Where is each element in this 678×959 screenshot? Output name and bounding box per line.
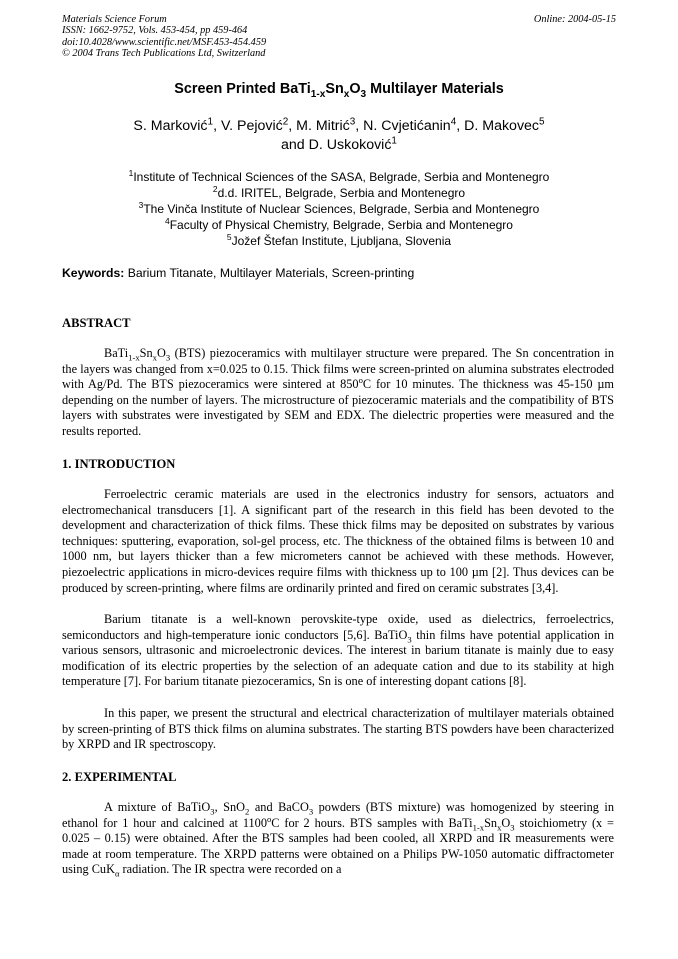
introduction-paragraph-1: Ferroelectric ceramic materials are used in the electronics industry for sensors, actuators and electromechanical transducers [1]. A significant part of the research in this field has been devoted to the development and characterization of thick films. These thick films may be deposited on substrates by various techniques: sputtering, evaporation, sol-gel process, etc. The thickness of the obtained films is between 10 and 1000 nm, but layers thicker than a few micrometers cannot be achieved with these methods. However, piezoelectric applications in micro-devices require films with thickness up to 100 µm [2]. Thus devices can be produced by screen-printing, where films are ordinarily printed and fired on ceramic substrates [3,4]. xyxy=(62,487,614,595)
author-affiliation-mark: 4 xyxy=(450,116,457,128)
introduction-paragraph-2: Barium titanate is a well-known perovskite-type oxide, used as dielectrics, ferroelectrics, semiconductors and high-temperature ionic conductors [5,6]. BaTiO$_3$ thin films have potential application in various sensors, ultrasonic and microelectronic devices. The interest in barium titanate is mainly due to easy modification of its electric properties by the selection of an adequate cation and due to its stability at high temperature [7]. For barium titanate piezoceramics, Sn is one of interesting dopant cations [8]. xyxy=(62,612,614,689)
author-affiliation-mark: 2 xyxy=(282,116,289,128)
keywords-label: Keywords: xyxy=(62,266,125,280)
author-affiliation-mark: 1 xyxy=(391,134,397,146)
online-date: Online: 2004-05-15 xyxy=(533,14,616,25)
keywords-text: Barium Titanate, Multilayer Materials, Screen-printing xyxy=(124,266,415,280)
affiliation-item: $^1$Institute of Technical Sciences of the SASA, Belgrade, Serbia and Montenegro xyxy=(128,168,550,184)
author-list xyxy=(62,117,616,154)
affiliation-item: $^5$Jožef Štefan Institute, Ljubljana, Slovenia xyxy=(226,232,452,249)
journal-name: Materials Science Forum xyxy=(62,14,167,25)
affiliation-item: $^4$Faculty of Physical Chemistry, Belgrade, Serbia and Montenegro xyxy=(165,216,513,233)
experimental-heading: 2. EXPERIMENTAL xyxy=(62,770,177,784)
experimental-paragraph: A mixture of BaTiO$_3$, SnO$_2$ and BaCO$_3$ powders (BTS mixture) was homogenized by steering in ethanol for 1 hour and calcined at 1100$^o$C for 2 hours. BTS samples with $BaTi_{1-x}Sn_xO_3$ stoichiometry (x = 0.025 – 0.15) were obtained. After the BTS samples had been cooled, all XRPD and IR measurements were made at room temperature. The XRPD patterns were obtained on a Philips PW-1050 automatic diffractometer using CuK$_\alpha$ radiation. The IR spectra were recorded on a xyxy=(62,800,614,879)
author-affiliation-mark: 5 xyxy=(539,116,545,128)
abstract-heading: ABSTRACT xyxy=(62,316,131,330)
paper-title: Screen Printed $BaTi_{1-x}Sn_xO_3$ Multilayer Materials xyxy=(174,81,504,100)
abstract-paragraph: $BaTi_{1-x}Sn_xO_3$ (BTS) piezoceramics with multilayer structure were prepared. The Sn concentration in the layers was changed from x=0.025 to 0.15. Thick films were screen-printed on alumina substrates electroded with Ag/Pd. The BTS piezoceramics were sintered at 850$^o$C for 10 minutes. The thickness was 45-150 µm depending on the number of layers. The microstructure of piezoceramic materials and the compatibility of BTS layers with substrates were investigated by SEM and EDX. The dielectric properties were measured and the results reported. xyxy=(62,346,614,438)
affiliation-list xyxy=(62,169,616,249)
author-affiliation-mark: 1 xyxy=(207,116,214,128)
issn-line: ISSN: 1662-9752, Vols. 453-454, pp 459-464 xyxy=(62,25,248,37)
author-name: S. Marković xyxy=(133,118,208,134)
author-name: N. Cvjetićanin xyxy=(363,118,451,134)
doi-line[interactable]: doi:10.4028/www.scientific.net/MSF.453-454.459 xyxy=(62,36,267,48)
affiliation-item: $^3$The Vinča Institute of Nuclear Sciences, Belgrade, Serbia and Montenegro xyxy=(138,200,540,217)
copyright-line: © 2004 Trans Tech Publications Ltd, Switzerland xyxy=(62,48,266,60)
author-name: M. Mitrić xyxy=(296,118,350,134)
author-name: D. Makovec xyxy=(464,118,540,134)
journal-header xyxy=(62,14,616,60)
introduction-paragraph-3: In this paper, we present the structural and electrical characterization of multilayer materials obtained by screen-printing of BTS thick films on alumina substrates. The starting BTS powders have been characterized by XRPD and IR spectroscopy. xyxy=(62,706,614,752)
author-line-2 xyxy=(62,136,616,155)
author-name: V. Pejović xyxy=(220,118,283,134)
keywords-line xyxy=(62,266,616,280)
author-line-1: S. Marković$^1$, V. Pejović$^2$, M. Mitrić$^3$, N. Cvjetićanin$^4$, D. Makovec$^5$ xyxy=(133,116,545,134)
author-name: and D. Uskoković xyxy=(281,136,392,153)
author-affiliation-mark: 3 xyxy=(349,116,356,128)
introduction-heading: 1. INTRODUCTION xyxy=(62,457,176,471)
affiliation-item: $^2$d.d. IRITEL, Belgrade, Serbia and Montenegro xyxy=(212,184,466,201)
